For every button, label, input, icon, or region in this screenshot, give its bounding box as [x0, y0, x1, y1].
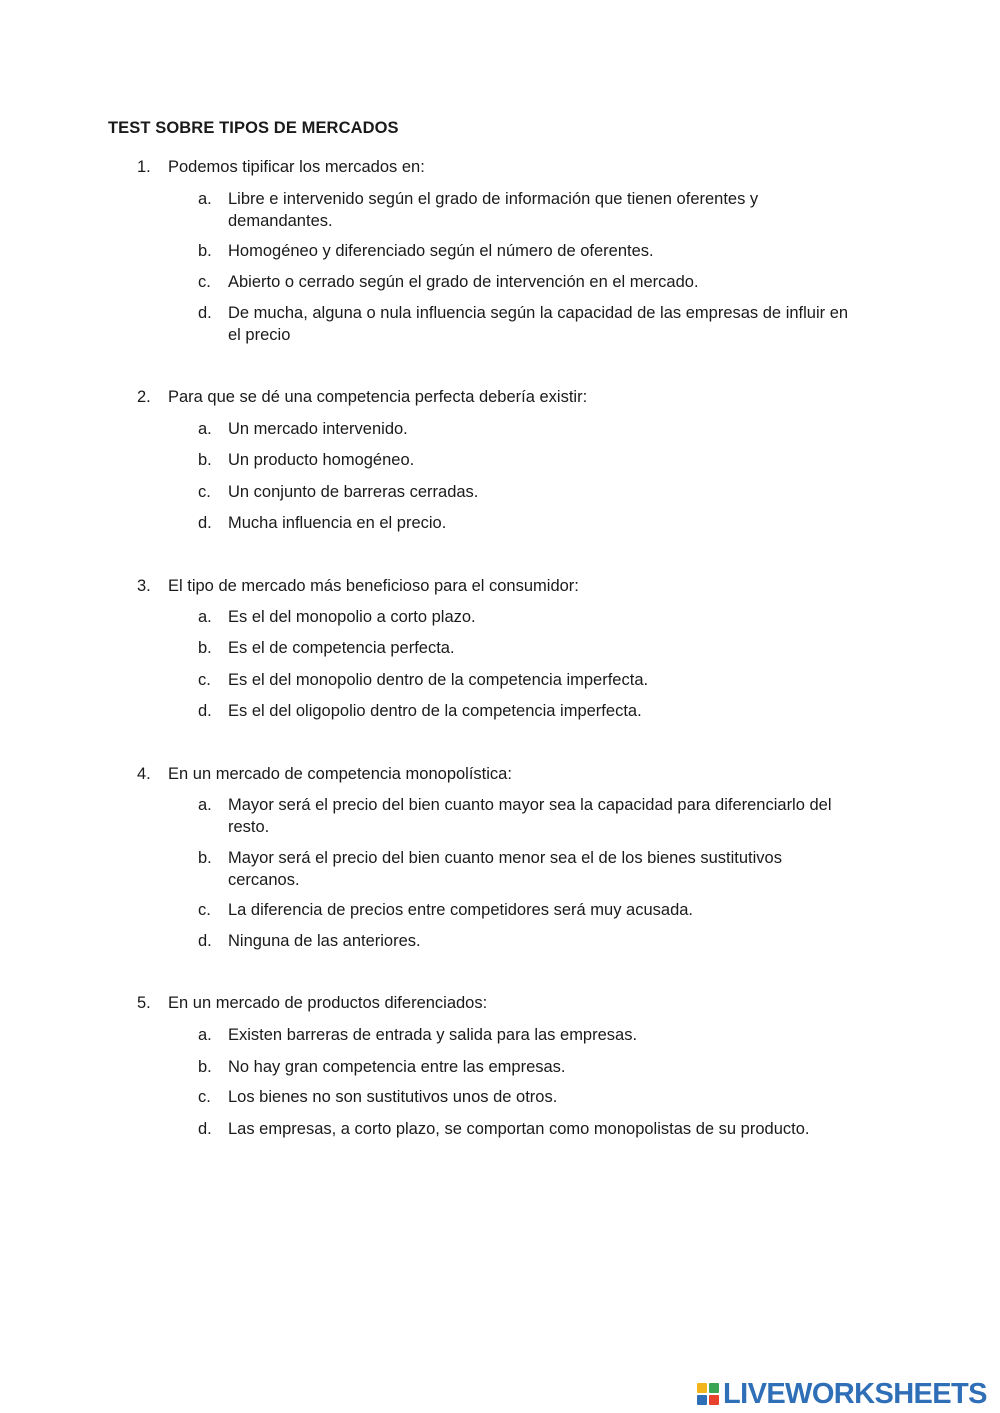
option-letter: c. — [198, 901, 211, 919]
logo-square-red — [709, 1395, 719, 1405]
option-text: Un producto homogéneo. — [228, 451, 415, 469]
question-number: 5. — [137, 994, 151, 1012]
question-stem — [0, 992, 1000, 1014]
option-text: No hay gran competencia entre las empresas. — [228, 1058, 566, 1076]
question-text: En un mercado de productos diferenciados: — [168, 994, 488, 1012]
option-text: Mayor será el precio del bien cuanto menor sea el de los bienes sustitutivos cercanos. — [228, 849, 782, 889]
option-letter: b. — [198, 639, 212, 657]
option-text: Mucha influencia en el precio. — [228, 514, 447, 532]
logo-square-green — [709, 1383, 719, 1393]
option-text: De mucha, alguna o nula influencia según la capacidad de las empresas de influir en el precio — [228, 304, 849, 344]
option-text: Los bienes no son sustitutivos unos de otros. — [228, 1088, 558, 1106]
question-text: Podemos tipificar los mercados en: — [168, 158, 425, 176]
page-title: TEST SOBRE TIPOS DE MERCADOS — [108, 119, 399, 137]
option-text: Un mercado intervenido. — [228, 420, 408, 438]
question-text: El tipo de mercado más beneficioso para el consumidor: — [168, 577, 579, 595]
question-stem — [0, 156, 1000, 178]
liveworksheets-logo — [697, 1377, 987, 1411]
option-letter: b. — [198, 242, 212, 260]
option-letter: a. — [198, 1026, 212, 1044]
option-text: Abierto o cerrado según el grado de intervención en el mercado. — [228, 273, 699, 291]
question-number: 2. — [137, 388, 151, 406]
question-text: En un mercado de competencia monopolística: — [168, 765, 512, 783]
option-text: Ninguna de las anteriores. — [228, 932, 421, 950]
option-letter: a. — [198, 796, 212, 814]
logo-square-yellow — [697, 1383, 707, 1393]
option-text: Mayor será el precio del bien cuanto mayor sea la capacidad para diferenciarlo del resto. — [228, 796, 832, 836]
logo-text: LIVEWORKSHEETS — [723, 1377, 987, 1410]
logo-mark-icon — [697, 1383, 719, 1405]
option-text: Es el del monopolio a corto plazo. — [228, 608, 476, 626]
option-text: Libre e intervenido según el grado de información que tienen oferentes y demandantes. — [228, 190, 759, 230]
question-stem — [0, 763, 1000, 785]
option-letter: c. — [198, 273, 211, 291]
question-number: 3. — [137, 577, 151, 595]
option-letter: a. — [198, 420, 212, 438]
question-stem — [0, 386, 1000, 408]
option-text: La diferencia de precios entre competidores será muy acusada. — [228, 901, 694, 919]
question-number: 1. — [137, 158, 151, 176]
option-text: Un conjunto de barreras cerradas. — [228, 483, 479, 501]
logo-square-blue — [697, 1395, 707, 1405]
option-letter: a. — [198, 190, 212, 208]
option-letter: d. — [198, 514, 212, 532]
question-text: Para que se dé una competencia perfecta debería existir: — [168, 388, 588, 406]
option-text: Es el del oligopolio dentro de la competencia imperfecta. — [228, 702, 642, 720]
option-letter: c. — [198, 1088, 211, 1106]
option-letter: c. — [198, 483, 211, 501]
option-letter: d. — [198, 304, 212, 322]
question-number: 4. — [137, 765, 151, 783]
option-text: Homogéneo y diferenciado según el número de oferentes. — [228, 242, 654, 260]
option-letter: c. — [198, 671, 211, 689]
option-letter: b. — [198, 1058, 212, 1076]
option-letter: d. — [198, 1120, 212, 1138]
option-letter: d. — [198, 702, 212, 720]
option-letter: d. — [198, 932, 212, 950]
question-stem — [0, 575, 1000, 597]
option-text: Es el del monopolio dentro de la competencia imperfecta. — [228, 671, 649, 689]
option-text: Existen barreras de entrada y salida para las empresas. — [228, 1026, 638, 1044]
option-text: Es el de competencia perfecta. — [228, 639, 455, 657]
option-letter: b. — [198, 849, 212, 867]
option-letter: b. — [198, 451, 212, 469]
option-letter: a. — [198, 608, 212, 626]
option-text: Las empresas, a corto plazo, se comportan como monopolistas de su producto. — [228, 1120, 810, 1138]
